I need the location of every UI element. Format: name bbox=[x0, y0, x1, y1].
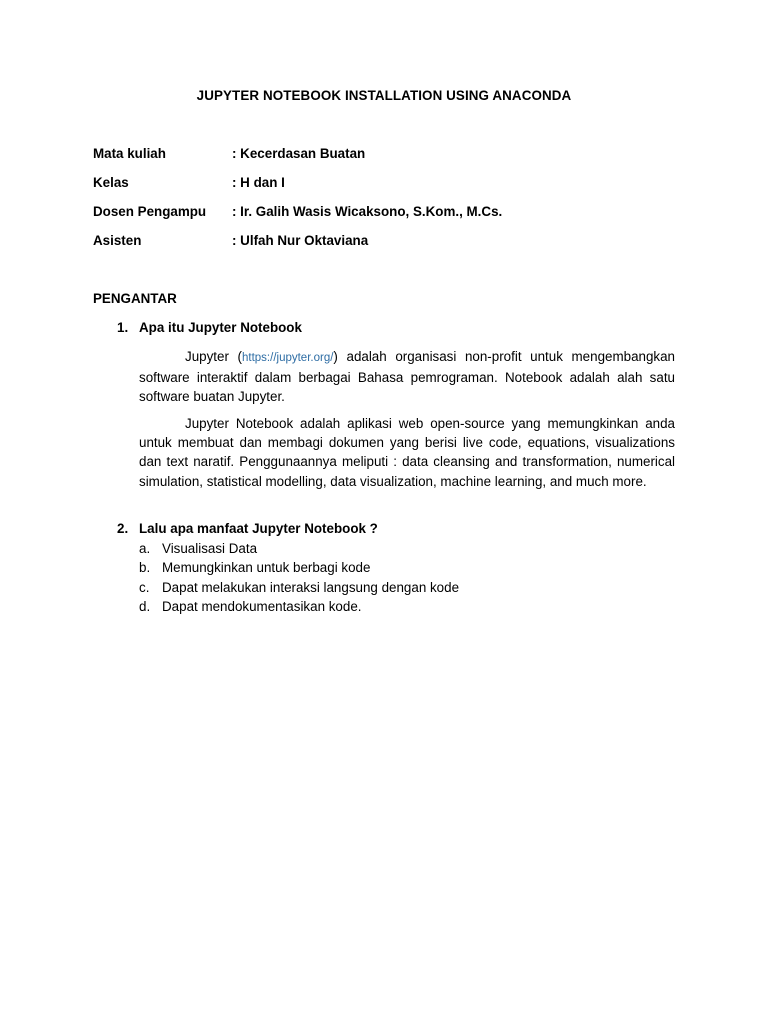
meta-value: : Ulfah Nur Oktaviana bbox=[232, 233, 369, 248]
document-title: JUPYTER NOTEBOOK INSTALLATION USING ANACONDA bbox=[196, 88, 572, 103]
meta-value: : Kecerdasan Buatan bbox=[232, 146, 366, 161]
list-number: 1. bbox=[117, 320, 129, 335]
list-heading: Lalu apa manfaat Jupyter Notebook ? bbox=[139, 521, 378, 536]
meta-label: Asisten bbox=[93, 233, 142, 248]
jupyter-link[interactable]: https://jupyter.org/ bbox=[242, 352, 334, 364]
paragraph-text: ) adalah organisasi non-profit untuk mengembangkan software interaktif dalam berbagai Bahasa pemrograman. Notebook adalah alah satu software buatan Jupyter. bbox=[139, 349, 676, 405]
sub-list-letter: c. bbox=[139, 580, 150, 595]
meta-label: Kelas bbox=[93, 175, 129, 190]
sub-list-letter: a. bbox=[139, 541, 151, 556]
sub-list-text: Memungkinkan untuk berbagi kode bbox=[162, 560, 371, 575]
sub-list-letter: b. bbox=[139, 560, 151, 575]
meta-label: Mata kuliah bbox=[93, 146, 166, 161]
meta-value: : Ir. Galih Wasis Wicaksono, S.Kom., M.Cs. bbox=[232, 204, 503, 219]
paragraph-text: Jupyter Notebook adalah aplikasi web open-source yang memungkinkan anda untuk membuat dan membagi dokumen yang berisi live code, equations, visualizations dan text naratif. Penggunaannya meliputi : data cleansing and transformation, numerical simulation, statistical modelling, data visualization, machine learning, and much more. bbox=[139, 416, 675, 489]
meta-label: Dosen Pengampu bbox=[93, 204, 207, 219]
paragraph-jupyter-notebook bbox=[139, 414, 675, 491]
sub-list-text: Dapat melakukan interaksi langsung dengan kode bbox=[162, 580, 460, 595]
section-heading-pengantar: PENGANTAR bbox=[93, 291, 177, 306]
paragraph-jupyter-intro bbox=[139, 347, 675, 407]
sub-list-text: Visualisasi Data bbox=[162, 541, 258, 556]
sub-list-text: Dapat mendokumentasikan kode. bbox=[162, 599, 362, 614]
meta-value: : H dan I bbox=[232, 175, 285, 190]
sub-list-letter: d. bbox=[139, 599, 151, 614]
list-heading: Apa itu Jupyter Notebook bbox=[139, 320, 302, 335]
paragraph-text: Jupyter ( bbox=[185, 349, 242, 364]
list-number: 2. bbox=[117, 521, 129, 536]
